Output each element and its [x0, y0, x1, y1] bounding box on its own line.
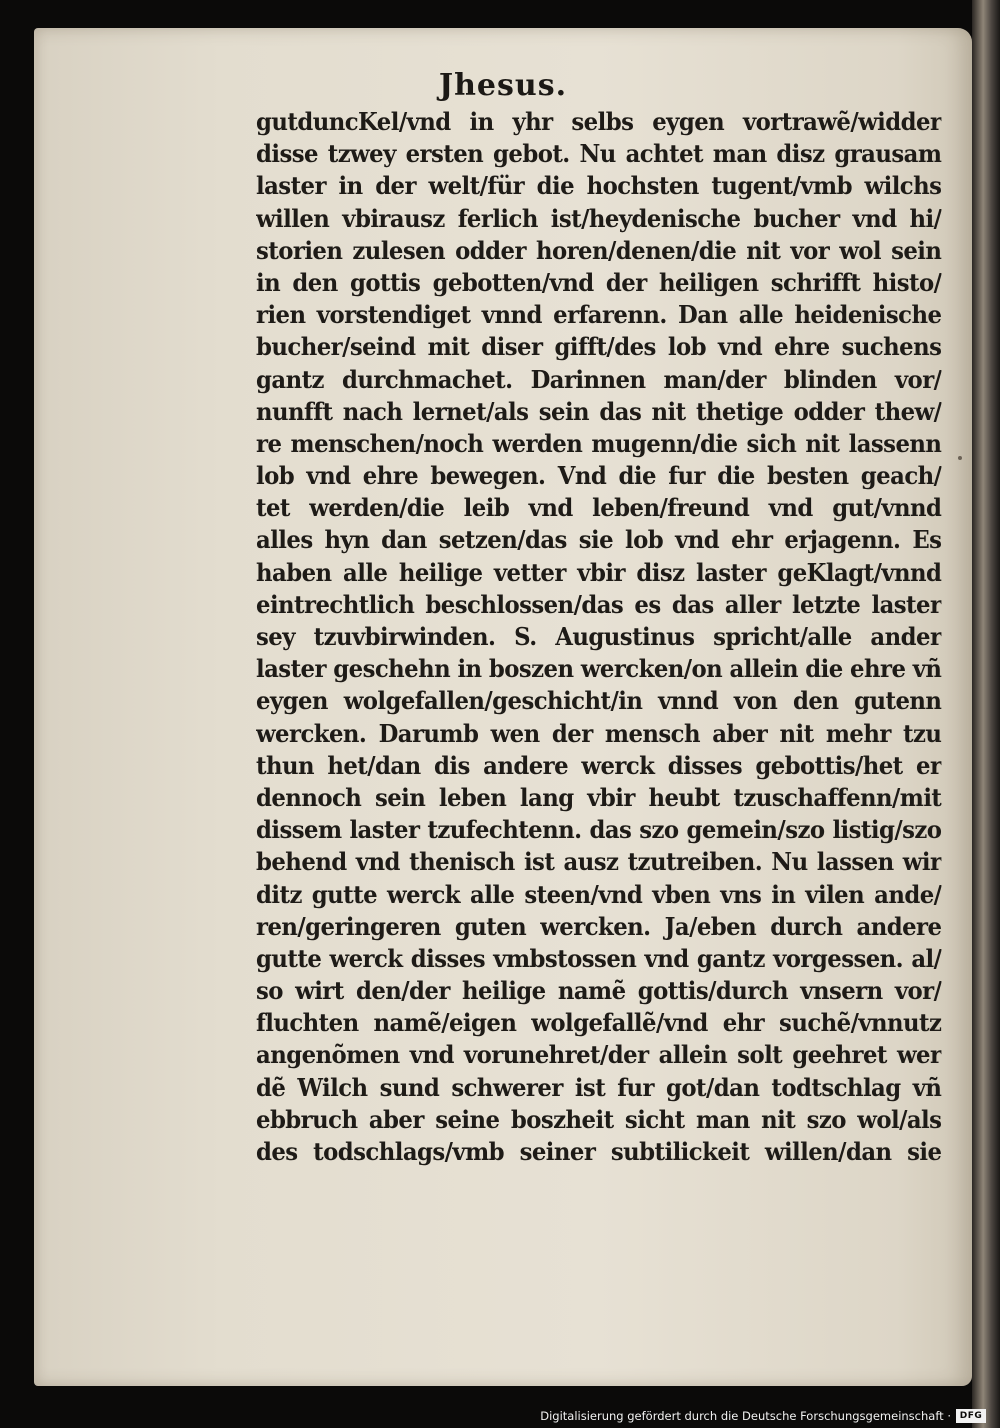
text-line: dẽ Wilch sund schwerer ist fur got/dan todtschlag vñ [256, 1072, 942, 1102]
text-line: laster geschehn in boszen wercken/on allein die ehre vñ [256, 654, 942, 684]
text-line: re menschen/noch werden mugenn/die sich nit lassenn [256, 428, 942, 458]
dfg-logo-icon: DFG [956, 1409, 986, 1423]
text-line: storien zulesen odder horen/denen/die nit vor wol sein [256, 235, 942, 265]
text-line: ren/geringeren guten wercken. Ja/eben durch andere [256, 911, 942, 941]
text-line: eintrechtlich beschlossen/das es das aller letzte laster [256, 589, 942, 619]
text-line: lob vnd ehre bewegen. Vnd die fur die besten geach/ [256, 461, 942, 491]
text-line: thun het/dan dis andere werck disses gebottis/het er [256, 750, 942, 780]
text-line: haben alle heilige vetter vbir disz laster geKlagt/vnnd [256, 557, 942, 587]
text-block [256, 106, 941, 1168]
text-line: behend vnd thenisch ist ausz tzutreiben. Nu lassen wir [256, 847, 942, 877]
digitization-credit [540, 1407, 986, 1425]
text-line: tet werden/die leib vnd leben/freund vnd gut/vnnd [256, 493, 942, 523]
text-line: disse tzwey ersten gebot. Nu achtet man disz grausam [256, 139, 942, 169]
text-line: bucher/seind mit diser gifft/des lob vnd ehre suchens [256, 332, 942, 362]
running-head: Jhesus. [438, 68, 568, 103]
text-line: laster in der welt/für die hochsten tugent/vmb wilchs [256, 171, 942, 201]
text-line: nunfft nach lernet/als sein das nit thetige odder thew/ [256, 396, 942, 426]
text-line: willen vbirausz ferlich ist/heydenische bucher vnd hi/ [256, 203, 942, 233]
text-line: alles hyn dan setzen/das sie lob vnd ehr erjagenn. Es [256, 525, 942, 555]
text-line: ebbruch aber seine boszheit sicht man nit szo wol/als [256, 1104, 942, 1134]
text-line: gantz durchmachet. Darinnen man/der blinden vor/ [256, 364, 942, 394]
text-line: dennoch sein leben lang vbir heubt tzuschaffenn/mit [256, 782, 942, 812]
book-spine-edge [972, 0, 1000, 1428]
text-line: wercken. Darumb wen der mensch aber nit mehr tzu [256, 718, 942, 748]
text-line: angenõmen vnd vorunehret/der allein solt geehret wer [256, 1040, 942, 1070]
text-line: ditz gutte werck alle steen/vnd vben vns in vilen ande/ [256, 879, 942, 909]
text-line: gutduncKel/vnd in yhr selbs eygen vortrawẽ/widder [256, 107, 942, 136]
text-line: eygen wolgefallen/geschicht/in vnnd von den gutenn [256, 686, 942, 716]
text-line: in den gottis gebotten/vnd der heiligen schrifft histo/ [256, 267, 942, 297]
text-line: gutte werck disses vmbstossen vnd gantz vorgessen. al/ [256, 943, 942, 973]
text-line: fluchten namẽ/eigen wolgefallẽ/vnd ehr suchẽ/vnnutz [256, 1008, 942, 1038]
book-page [34, 28, 972, 1386]
credit-text: Digitalisierung gefördert durch die Deutsche Forschungsgemeinschaft · [540, 1409, 951, 1423]
text-line: dissem laster tzufechtenn. das szo gemein/szo listig/szo [256, 815, 942, 845]
paper-spot [958, 456, 962, 460]
text-line: so wirt den/der heilige namẽ gottis/durch vnsern vor/ [256, 976, 942, 1006]
text-line: rien vorstendiget vnnd erfarenn. Dan alle heidenische [256, 300, 942, 330]
text-line: des todschlags/vmb seiner subtilickeit willen/dan sie [256, 1137, 942, 1166]
text-line: sey tzuvbirwinden. S. Augustinus spricht/alle ander [256, 622, 942, 651]
